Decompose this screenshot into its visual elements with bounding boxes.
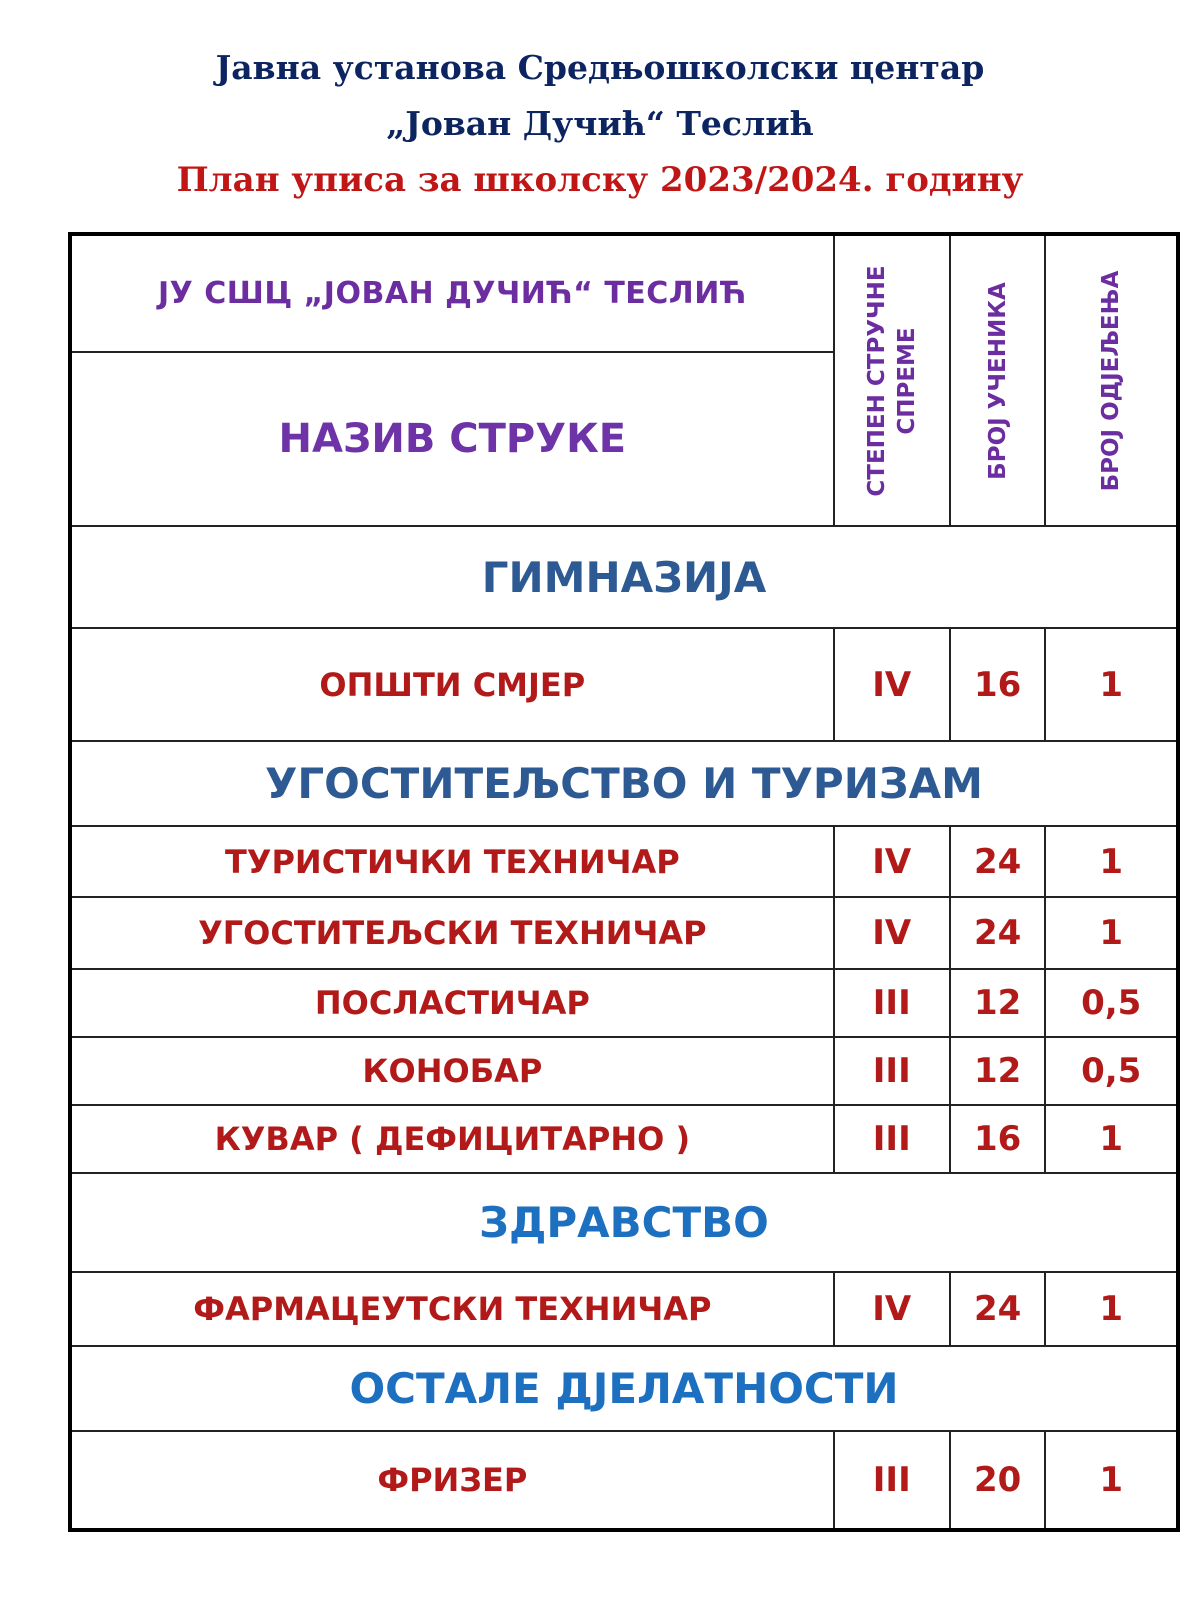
- degree-header-line1: СТЕПЕН СТРУЧНЕ: [863, 264, 890, 497]
- degree-cell: IV: [834, 897, 950, 969]
- profession-cell: КОНОБАР: [70, 1037, 834, 1105]
- students-cell: 12: [950, 969, 1046, 1037]
- degree-cell: III: [834, 1105, 950, 1173]
- classes-cell: 1: [1045, 1105, 1178, 1173]
- title-institution: Јавна установа Средњошколски центар: [215, 48, 985, 87]
- classes-cell: 1: [1045, 826, 1178, 897]
- students-cell: 24: [950, 826, 1046, 897]
- title-enrollment-plan: План уписа за школску 2023/2024. годину: [176, 160, 1024, 200]
- classes-header-text: БРОЈ ОДЈЕЉЕЊА: [1098, 270, 1125, 491]
- degree-cell: IV: [834, 1272, 950, 1346]
- section-other-activities: ОСТАЛЕ ДЈЕЛАТНОСТИ: [70, 1346, 1178, 1431]
- degree-cell: IV: [834, 628, 950, 741]
- classes-cell: 1: [1045, 897, 1178, 969]
- profession-cell: ФРИЗЕР: [70, 1431, 834, 1530]
- profession-cell: ПОСЛАСТИЧАР: [70, 969, 834, 1037]
- title-school-name: „Јован Дучић“ Теслић: [386, 104, 814, 143]
- degree-header-line2: СПРЕМЕ: [893, 326, 920, 435]
- profession-cell: ОПШТИ СМЈЕР: [70, 628, 834, 741]
- degree-cell: III: [834, 1431, 950, 1530]
- classes-cell: 1: [1045, 628, 1178, 741]
- students-cell: 16: [950, 628, 1046, 741]
- table-row: [70, 628, 1178, 741]
- enrollment-table: [68, 232, 1180, 1532]
- students-cell: 24: [950, 1272, 1046, 1346]
- table-row: [70, 1431, 1178, 1530]
- degree-column-header: [834, 234, 950, 526]
- table-row: [70, 897, 1178, 969]
- degree-cell: III: [834, 969, 950, 1037]
- table-row: [70, 1105, 1178, 1173]
- section-hospitality-tourism: УГОСТИТЕЉСТВО И ТУРИЗАМ: [70, 741, 1178, 826]
- students-column-header: [950, 234, 1046, 526]
- degree-cell: III: [834, 1037, 950, 1105]
- classes-cell: 0,5: [1045, 1037, 1178, 1105]
- table-row: [70, 826, 1178, 897]
- section-health: ЗДРАВСТВО: [70, 1173, 1178, 1272]
- students-header-text: БРОЈ УЧЕНИКА: [984, 281, 1011, 480]
- classes-cell: 0,5: [1045, 969, 1178, 1037]
- table-row: [70, 1037, 1178, 1105]
- profession-cell: УГОСТИТЕЉСКИ ТЕХНИЧАР: [70, 897, 834, 969]
- students-cell: 24: [950, 897, 1046, 969]
- classes-cell: 1: [1045, 1431, 1178, 1530]
- section-gymnasium: ГИМНАЗИЈА: [70, 526, 1178, 628]
- table-row: [70, 1272, 1178, 1346]
- students-cell: 12: [950, 1037, 1046, 1105]
- classes-cell: 1: [1045, 1272, 1178, 1346]
- profession-cell: ТУРИСТИЧКИ ТЕХНИЧАР: [70, 826, 834, 897]
- profession-cell: ФАРМАЦЕУТСКИ ТЕХНИЧАР: [70, 1272, 834, 1346]
- students-cell: 16: [950, 1105, 1046, 1173]
- degree-cell: IV: [834, 826, 950, 897]
- classes-column-header: [1045, 234, 1178, 526]
- table-row: [70, 969, 1178, 1037]
- profession-column-header: НАЗИВ СТРУКЕ: [70, 352, 834, 526]
- profession-cell: КУВАР ( ДЕФИЦИТАРНО ): [70, 1105, 834, 1173]
- students-cell: 20: [950, 1431, 1046, 1530]
- school-label: ЈУ СШЦ „ЈОВАН ДУЧИЋ“ ТЕСЛИЋ: [70, 234, 834, 352]
